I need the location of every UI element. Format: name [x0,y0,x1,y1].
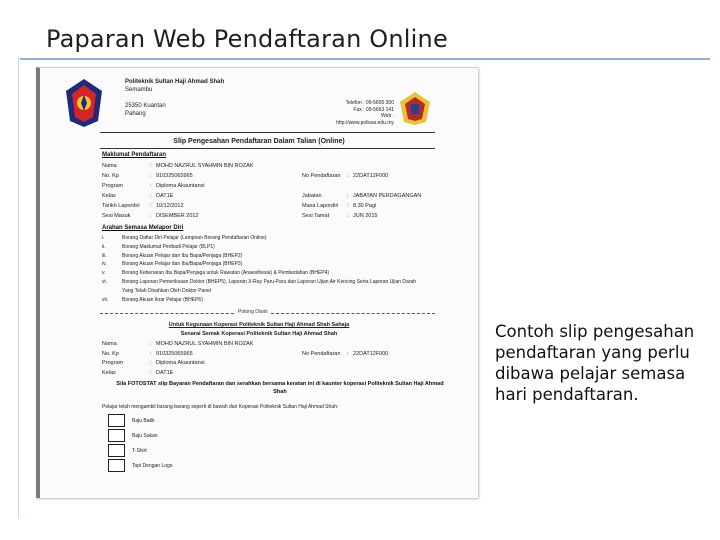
field-value: 910325065965 [156,350,193,357]
title-rule [100,148,435,149]
field-colon: : [150,193,152,199]
field-label: No Pendaftaran [302,173,341,179]
instruction-number: iii. [102,252,107,259]
field-row [102,340,462,349]
instruction-number: vii. [102,296,109,303]
field-value: 22DAT12F000 [353,173,389,179]
field-row [102,162,462,171]
field-colon: : [150,203,152,209]
field-value: 10/12/2012 [156,203,184,209]
checklist-label: Baju Sukan [132,433,158,439]
instruction-item [102,234,462,243]
instruction-item [102,278,462,287]
polytechnic-logo-icon [62,77,106,129]
coop-heading: Untuk Kegunaan Koperasi Politeknik Sultan Haji Ahmad Shah Sahaja [168,322,350,328]
field-label: Sesi Masuk [102,213,131,219]
instruction-list [102,234,462,304]
instruction-number: vi. [102,278,107,285]
checklist-checkbox [108,429,125,442]
field-colon: : [150,360,152,366]
field-value: DAT1E [156,369,174,376]
instruction-item [102,260,462,269]
contact-line: Fax : 09-5663 141 [353,106,394,113]
field-colon: : [347,203,349,209]
field-label: Masa Lapordiri [302,203,339,209]
field-row [102,182,462,191]
instruction-number: v. [102,270,106,277]
field-label: Kelas [102,369,116,376]
instruction-text: Borang Akuan Ikrar Pelajar (BHEP6) [122,296,203,303]
field-value: DAT1E [156,193,174,199]
contact-line: Telefon : 09-5655 300 [345,100,394,106]
field-label: Nama [102,341,117,347]
org-address-line: Semambu [125,87,153,93]
checklist-checkbox [108,459,125,472]
title-underline [20,58,710,60]
field-colon: : [150,183,152,189]
field-value: 8.30 Pagi [353,203,377,209]
header-rule [100,132,435,133]
checklist-label: Topi Dengan Logo [132,463,173,469]
field-value: JABATAN PERDAGANGAN [353,193,422,199]
field-row [102,172,462,181]
left-divider [18,58,19,518]
field-value: 910325065965 [156,173,193,179]
instruction-number: i. [102,235,105,241]
coop-subheading: Senarai Semak Koperasi Politeknik Sultan Haji Ahmad Shah [180,331,338,337]
checklist-label: Baju Batik [132,418,155,424]
slide-title: Paparan Web Pendaftaran Online [46,25,448,53]
instruction-text: Yang Telah Disahkan Oleh Doktor Panel [122,287,212,294]
field-row [102,369,462,378]
instruction-text: Borang Maklumat Peribadi Pelajar (BLP1) [122,243,215,250]
field-colon: : [150,173,152,179]
field-value: Diploma Akauntansi [156,360,205,366]
field-row [102,202,462,211]
field-colon: : [347,173,349,179]
slide-caption: Contoh slip pengesahan pendaftaran yang perlu dibawa pelajar semasa hari pendaftaran. [495,322,695,404]
checklist-checkbox [108,444,125,457]
field-label: No Pendaftaran [302,350,341,357]
org-name: Politeknik Sultan Haji Ahmad Shah [125,79,225,85]
org-address [125,78,224,118]
field-label: Kelas [102,193,116,199]
field-label: Program [102,183,124,189]
instruction-number: iv. [102,261,107,268]
instruction-text: Borang Daftar Diri Pelajar (Lampiran Borang Pendaftaran Online) [122,235,267,241]
org-address-line: Pahang [125,111,146,117]
instruction-number: ii. [102,243,106,250]
instruction-text: Borang Kebenaran Ibu Bapa/Penjaga untuk Rawatan (Anaesthesia) & Pembedahan (BHEP4) [122,270,330,277]
field-colon: : [347,193,349,199]
field-colon: : [150,369,152,376]
slip-title: Slip Pengesahan Pendaftaran Dalam Talian (Online) [173,138,345,145]
instruction-item [102,252,462,261]
field-label: No. Kp [102,350,119,357]
contact-line: Web : http://www.polisas.edu.my [336,113,394,126]
field-value: DISEMBER 2012 [156,213,199,219]
section-heading: Maklumat Pendaftaran [102,152,167,158]
field-label: No. Kp [102,173,119,179]
instruction-item [102,296,462,305]
instruction-item [102,287,462,296]
field-label: Tarikh Lapordiri [102,203,140,209]
crest-logo-icon [398,90,432,126]
field-colon: : [347,350,349,357]
instruction-text: Borang Laporan Pemeriksaan Doktor (BHEP5), Laporan X-Ray Paru-Paru dan Laporan Ujian Air Kencing Serta Laporan Ujian Darah [122,278,417,285]
org-contact [330,100,394,126]
field-label: Nama [102,163,117,169]
instruction-item [102,269,462,278]
org-address-line: 25350 Kuantan [125,103,166,109]
field-value: MOHD NAZRUL SYAHMIN BIN ROZAK [156,341,254,347]
field-value: JUN 2015 [353,213,378,219]
photocopy-notice: Sila FOTOSTAT slip Bayaran Pendaftaran dan serahkan bersama keratan ini di kaunter koperasi Politeknik Sultan Haji Ahmad Shah [116,381,444,395]
registration-slip-screenshot [36,67,478,498]
field-value: 22DAT12F000 [353,350,389,357]
field-row [102,192,462,201]
field-colon: : [150,213,152,219]
field-label: Jabatan [302,193,322,199]
field-row [102,212,462,221]
field-row [102,359,462,368]
field-label: Sesi Tamat [302,213,330,219]
field-value: Diploma Akauntansi [156,183,205,189]
coop-note: Pelajar telah mengambil barang-barang seperti di bawah dari Koperasi Politeknik Sultan Haji Ahmad Shah: [102,404,339,410]
instruction-text: Borang Akuan Pelajar dan Ibu Bapa/Penjaga (BHEP2) [122,252,243,259]
field-colon: : [347,213,349,219]
field-label: Program [102,360,124,366]
instruction-text: Borang Akuan Pelajar dan Ibu/Bapa/Penjaga (BHEP3) [122,261,243,268]
section-heading: Arahan Semasa Melapor Diri [102,225,184,231]
field-row [102,350,462,359]
cut-label: Potong Disini [238,309,268,315]
checklist-checkbox [108,414,125,427]
checklist-label: T-Shirt [132,448,147,454]
field-value: MOHD NAZRUL SYAHMIN BIN ROZAK [156,163,254,169]
field-colon: : [150,341,152,347]
field-colon: : [150,350,152,357]
instruction-item [102,243,462,252]
field-colon: : [150,163,152,169]
